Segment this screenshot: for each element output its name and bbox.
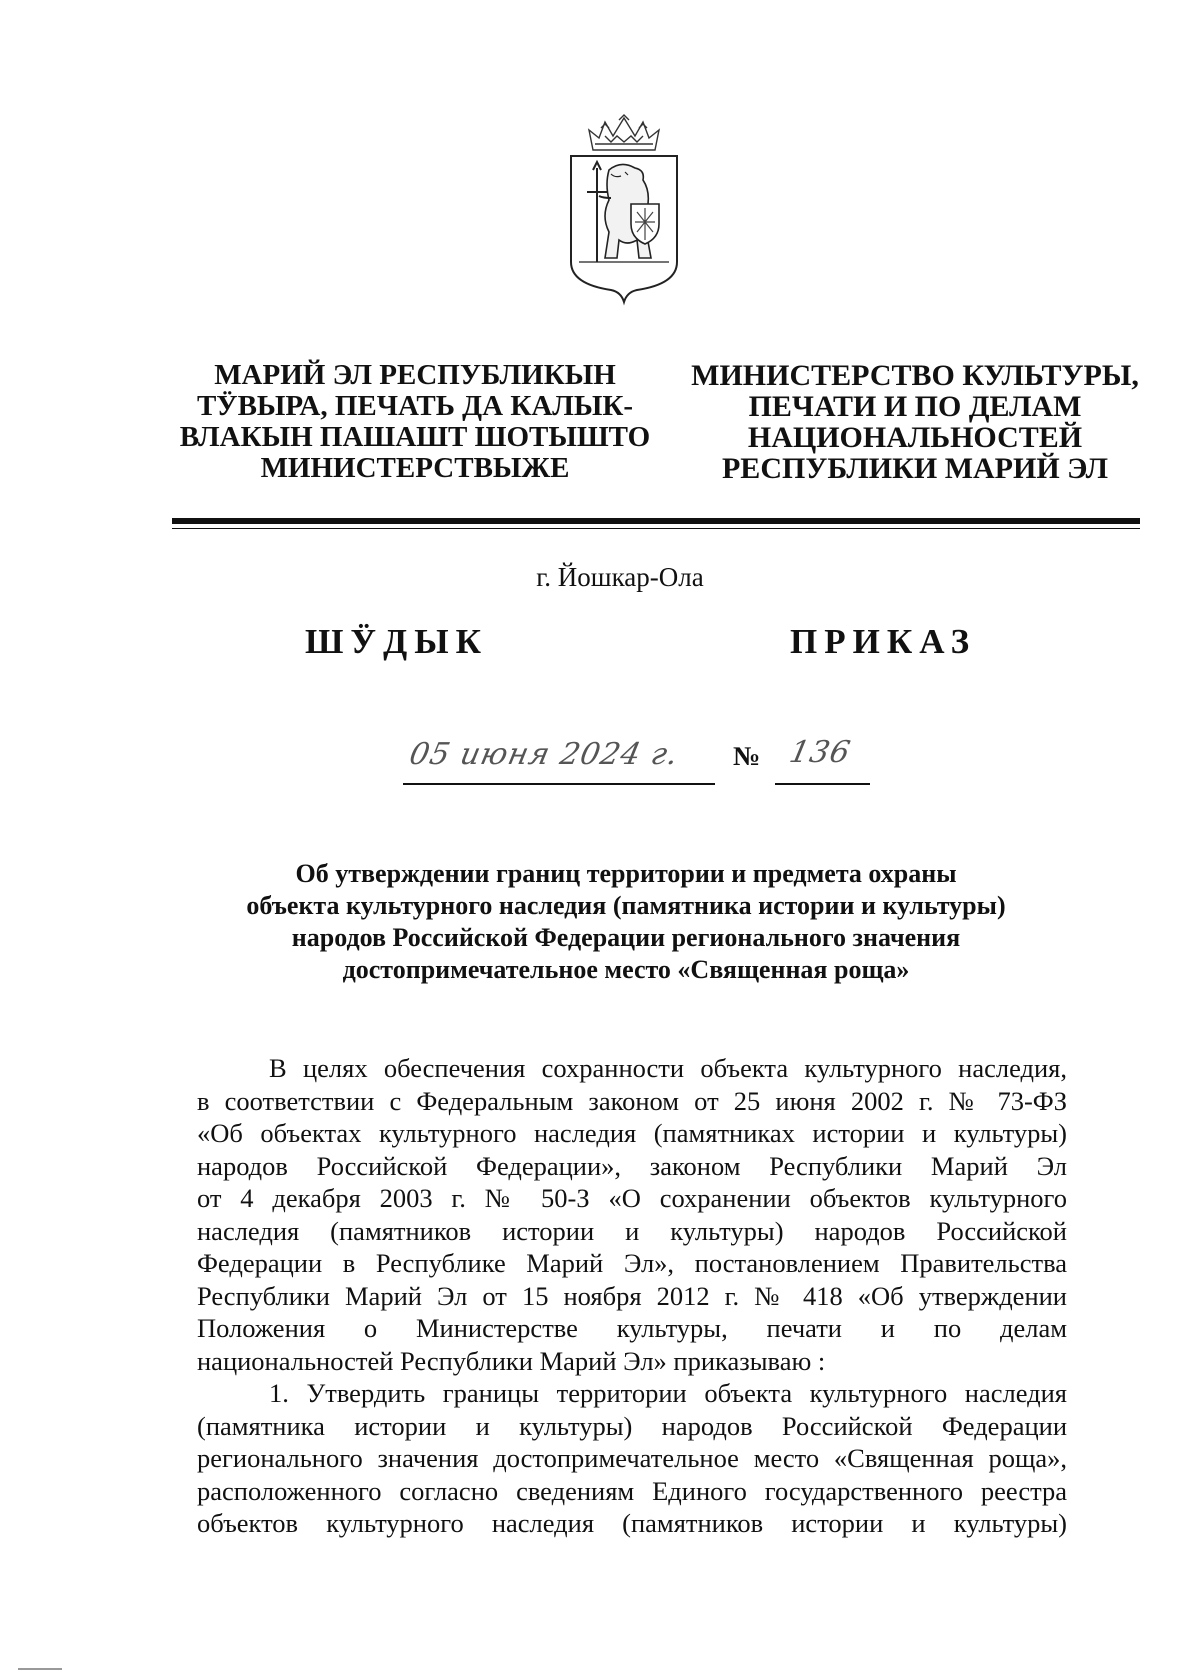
order-number-handwritten: 136	[786, 735, 854, 770]
header-mari-line: МИНИСТЕРСТВЫЖЕ	[260, 452, 570, 484]
header-divider-thick	[172, 518, 1140, 524]
header-mari	[170, 360, 660, 484]
body-line: в соответствии с Федеральным законом от 25 июня 2002 г. № 73-ФЗ	[197, 1085, 1067, 1116]
title-line: народов Российской Федерации регионального значения	[291, 923, 961, 952]
body-line: 1. Утвердить границы территории объекта культурного наследия	[269, 1378, 1067, 1408]
header-mari-line: ТӰВЫРА, ПЕЧАТЬ ДА КАЛЫК-	[196, 390, 634, 422]
header-russian-line: МИНИСТЕРСТВО КУЛЬТУРЫ,	[691, 359, 1139, 392]
title-line: достопримечательное место «Священная роща»	[342, 955, 910, 984]
body-line: «Об объектах культурного наследия (памятниках истории и культуры)	[197, 1118, 1067, 1148]
scan-edge-mark	[18, 1668, 62, 1670]
header-russian-line: НАЦИОНАЛЬНОСТЕЙ	[747, 421, 1083, 454]
title-line: Об утверждении границ территории и предмета охраны	[295, 859, 957, 888]
number-sign: №	[733, 741, 761, 771]
doc-kind-mari: ШӰДЫК	[305, 622, 488, 661]
body-line: расположенного согласно сведениям Единого государственного реестра	[197, 1475, 1067, 1506]
header-russian-line: РЕСПУБЛИКИ МАРИЙ ЭЛ	[721, 452, 1108, 485]
order-date-handwritten: 05 июня 2024 г.	[406, 737, 682, 772]
mari-el-coat-of-arms-icon	[565, 112, 683, 312]
body-line: национальностей Республики Марий Эл» приказываю :	[197, 1345, 826, 1376]
title-line: объекта культурного наследия (памятника истории и культуры)	[246, 891, 1006, 920]
body-line: народов Российской Федерации», законом Республики Марий Эл	[197, 1150, 1067, 1181]
body-line: наследия (памятников истории и культуры) народов Российской	[197, 1215, 1067, 1246]
doc-kind-russian: ПРИКАЗ	[790, 622, 977, 661]
body-line: регионального значения достопримечательное место «Священная роща»,	[197, 1443, 1067, 1473]
header-divider-thin	[172, 528, 1140, 529]
body-line: объектов культурного наследия (памятников истории и культуры)	[197, 1508, 1067, 1538]
body-line: Республики Марий Эл от 15 ноября 2012 г. № 418 «Об утверждении	[197, 1280, 1067, 1311]
body-line: Федерации в Республике Марий Эл», постановлением Правительства	[197, 1248, 1067, 1278]
body-line: В целях обеспечения сохранности объекта культурного наследия,	[269, 1053, 1067, 1083]
body-line: Положения о Министерстве культуры, печати и по делам	[197, 1313, 1067, 1343]
order-body	[197, 1052, 1067, 1540]
number-underline	[775, 783, 870, 785]
order-title	[196, 858, 1056, 986]
city-name: г. Йошкар-Ола	[536, 562, 704, 592]
body-line: (памятника истории и культуры) народов Российской Федерации	[197, 1410, 1067, 1441]
header-russian-line: ПЕЧАТИ И ПО ДЕЛАМ	[748, 390, 1082, 423]
date-underline	[403, 783, 715, 785]
body-line: от 4 декабря 2003 г. № 50-З «О сохранении объектов культурного	[197, 1183, 1067, 1213]
header-russian	[680, 360, 1150, 484]
header-mari-line: МАРИЙ ЭЛ РЕСПУБЛИКЫН	[214, 359, 616, 391]
header-mari-line: ВЛАКЫН ПАШАШТ ШОТЫШТО	[179, 421, 651, 453]
